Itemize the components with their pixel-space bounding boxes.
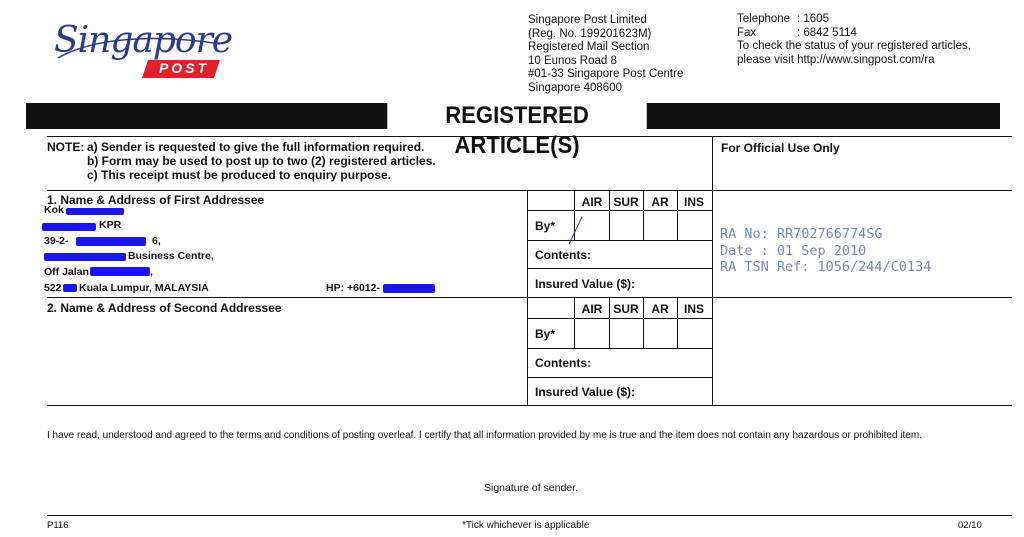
col-sur: SUR bbox=[613, 195, 639, 209]
grid-line bbox=[527, 210, 712, 211]
by-label: By* bbox=[535, 327, 556, 341]
col-air: AIR bbox=[581, 195, 603, 209]
address-line: Registered Mail Section bbox=[528, 41, 650, 54]
first-addressee-block bbox=[44, 204, 514, 294]
stamp-ra-no: RA No: RR702766774SG bbox=[720, 226, 883, 242]
redaction bbox=[90, 267, 150, 276]
contact-block bbox=[737, 13, 971, 67]
note-b: b) Form may be used to post up to two (2) registered articles. bbox=[87, 154, 436, 168]
address-line: (Reg. No. 199201623M) bbox=[528, 27, 652, 40]
grid-line bbox=[527, 268, 712, 269]
col-ins: INS bbox=[683, 302, 704, 316]
table-line bbox=[47, 405, 1012, 406]
form-code: P116 bbox=[47, 520, 69, 531]
addr-line6b: Kuala Lumpur, MALAYSIA bbox=[79, 282, 209, 294]
company-address bbox=[528, 14, 683, 96]
table-line bbox=[47, 190, 1012, 191]
grid-line bbox=[527, 377, 712, 378]
addr-line6a: 522 bbox=[44, 282, 62, 294]
addr-line4: Business Centre, bbox=[128, 250, 214, 262]
redaction bbox=[44, 253, 126, 261]
redaction bbox=[42, 223, 96, 231]
addr-hp: HP: +6012- bbox=[326, 282, 380, 294]
note-label: NOTE: bbox=[47, 140, 85, 154]
logo-word: Singapore bbox=[54, 20, 233, 61]
insured-value-label: Insured Value ($): bbox=[535, 385, 636, 399]
declaration-text: I have read, understood and agreed to the terms and conditions of posting overleaf. I certify that all information provided by me is true and the item does not contain any hazardous or prohibited item. bbox=[47, 430, 922, 441]
addr-line3b: 6, bbox=[152, 235, 161, 247]
tick-mark bbox=[566, 214, 586, 248]
stamp-ref: RA TSN Ref: 1056/244/C0134 bbox=[720, 259, 932, 275]
signature-label: Signature of sender. bbox=[484, 482, 578, 494]
grid-line bbox=[527, 240, 712, 241]
table-line bbox=[712, 136, 713, 405]
singapore-post-logo bbox=[40, 14, 240, 84]
table-line bbox=[527, 190, 528, 405]
telephone-label: Telephone bbox=[737, 13, 791, 25]
address-line: #01-33 Singapore Post Centre bbox=[528, 68, 684, 81]
addr-line5b: , bbox=[150, 266, 153, 278]
contents-label: Contents: bbox=[535, 356, 591, 370]
grid-line bbox=[527, 318, 712, 319]
contents-label: Contents: bbox=[535, 248, 591, 262]
status-line: To check the status of your registered articles, bbox=[737, 40, 971, 53]
redaction bbox=[66, 208, 124, 215]
stamp-date: Date : 01 Sep 2010 bbox=[720, 242, 867, 259]
official-stamp bbox=[720, 226, 931, 276]
addr-line3a: 39-2- bbox=[44, 235, 69, 247]
col-ar: AR bbox=[651, 195, 669, 209]
signature-line bbox=[47, 515, 1012, 516]
col-air: AIR bbox=[581, 302, 603, 316]
fax-value: : 6842 5114 bbox=[797, 26, 857, 39]
table-line bbox=[47, 297, 1012, 298]
addr-line5: Off Jalan bbox=[44, 266, 89, 278]
logo-badge: POST bbox=[158, 60, 210, 76]
col-ar: AR bbox=[651, 302, 669, 316]
first-addressee-heading: 1. Name & Address of First Addressee bbox=[47, 193, 265, 207]
second-addressee-heading: 2. Name & Address of Second Addressee bbox=[47, 301, 282, 315]
col-ins: INS bbox=[683, 195, 704, 209]
note-a: a) Sender is requested to give the full information required. bbox=[87, 140, 425, 154]
fax-label: Fax bbox=[737, 26, 757, 39]
addr-line2: KPR bbox=[99, 219, 122, 231]
redaction bbox=[76, 237, 146, 246]
addr-line1: Kok bbox=[44, 204, 64, 216]
grid-line bbox=[527, 348, 712, 349]
redaction bbox=[383, 284, 435, 293]
redaction bbox=[63, 284, 77, 292]
tick-footnote: *Tick whichever is applicable bbox=[462, 520, 590, 531]
status-url: please visit http://www.singpost.com/ra bbox=[737, 53, 935, 66]
address-line: Singapore 408600 bbox=[528, 81, 622, 94]
note-c: c) This receipt must be produced to enquiry purpose. bbox=[87, 168, 392, 182]
col-sur: SUR bbox=[613, 302, 639, 316]
table-line bbox=[47, 136, 1012, 137]
official-use-label: For Official Use Only bbox=[721, 141, 840, 155]
telephone-value: : 1605 bbox=[797, 13, 829, 25]
address-line: Singapore Post Limited bbox=[528, 14, 647, 26]
address-line: 10 Eunos Road 8 bbox=[528, 54, 617, 67]
form-title: REGISTERED ARTICLE(S) bbox=[387, 101, 646, 131]
insured-value-label: Insured Value ($): bbox=[535, 277, 636, 291]
by-label: By* bbox=[535, 219, 556, 233]
form-version: 02/10 bbox=[958, 520, 982, 531]
